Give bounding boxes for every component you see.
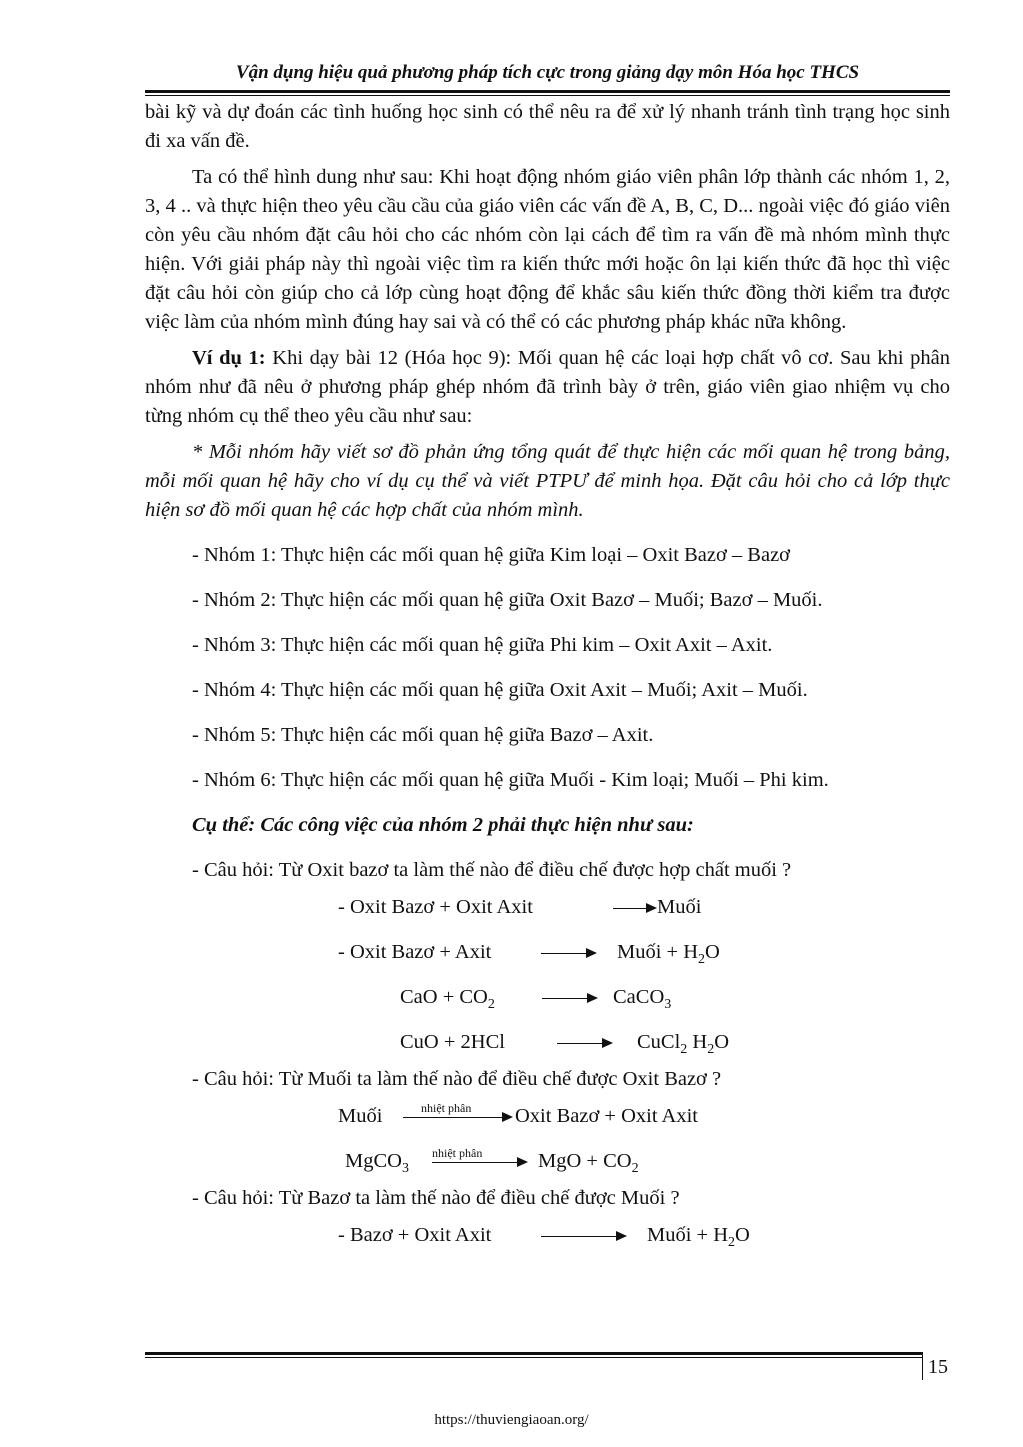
equation-left: CuO + 2HCl <box>400 1031 505 1053</box>
equation-left-text: CaO + CO <box>400 986 488 1008</box>
equation-right <box>538 1147 639 1176</box>
equation-right-tail: O <box>735 1224 750 1246</box>
equation-left: Muối <box>338 1105 383 1127</box>
example-text: Khi dạy bài 12 (Hóa học 9): Mối quan hệ các loại hợp chất vô cơ. Sau khi phân nhóm như đã nêu ở phương pháp ghép nhóm đã trình bày ở trên, giáo viên giao nhiệm vụ cho từng nhóm cụ thể theo yêu cầu như sau: <box>145 347 950 427</box>
equation-right-mid: H <box>687 1031 708 1053</box>
footer-url: https://thuviengiaoan.org/ <box>434 1412 589 1428</box>
page-number-divider <box>922 1352 923 1380</box>
subscript: 2 <box>698 952 706 968</box>
equation-right-text: MgO + CO <box>538 1150 632 1172</box>
equation-right <box>647 1221 750 1250</box>
group-item: - Nhóm 2: Thực hiện các mối quan hệ giữa Oxit Bazơ – Muối; Bazơ – Muối. <box>192 589 823 611</box>
footer-rule-thin <box>145 1357 923 1358</box>
subscript: 3 <box>664 997 672 1013</box>
equation-right-text: Muối + H <box>647 1224 729 1246</box>
equation-left: - Oxit Bazơ + Axit <box>338 941 492 963</box>
question-3: - Câu hỏi: Từ Bazơ ta làm thế nào để điều chế được Muối ? <box>192 1187 680 1209</box>
subscript: 2 <box>707 1042 715 1058</box>
paragraph-group-activity: Ta có thể hình dung như sau: Khi hoạt động nhóm giáo viên phân lớp thành các nhóm 1, 2, 3, 4 .. và thực hiện theo yêu cầu cầu của giáo viên các vấn đề A, B, C, D... ngoài việc đó giáo viên còn yêu cầu nhóm đặt câu hỏi cho các nhóm còn lại cách để tìm ra vấn đề mà nhóm mình thực hiện. Với giải pháp này thì ngoài việc tìm ra kiến thức mới hoặc ôn lại kiến thức đã học thì việc đặt câu hỏi còn giúp cho cả lớp cùng hoạt động để khắc sâu kiến thức đồng thời kiểm tra được việc làm của nhóm mình đúng hay sai và có thể có các phương pháp khác nữa không. <box>145 166 950 333</box>
page-content <box>145 98 950 1258</box>
subscript: 2 <box>728 1235 736 1251</box>
arrow-icon <box>557 1043 611 1044</box>
arrow-icon <box>541 953 595 954</box>
equation-row <box>145 1139 950 1184</box>
page-header: Vận dụng hiệu quả phương pháp tích cực trong giảng dạy môn Hóa học THCS <box>235 62 860 83</box>
group-item: - Nhóm 3: Thực hiện các mối quan hệ giữa Phi kim – Oxit Axit – Axit. <box>192 634 773 656</box>
equation-row <box>145 930 950 975</box>
subscript: 2 <box>487 997 495 1013</box>
equation-right <box>637 1028 729 1057</box>
equation-row <box>145 1094 950 1139</box>
arrow-icon <box>541 1236 625 1237</box>
equation-row <box>145 1213 950 1258</box>
equation-left <box>345 1147 409 1176</box>
reaction-condition: nhiệt phân <box>421 1101 472 1115</box>
paragraph-continuation: bài kỹ và dự đoán các tình huống học sinh có thể nêu ra để xử lý nhanh tránh tình trạng học sinh đi xa vấn đề. <box>145 101 950 152</box>
paragraph-example-1 <box>145 344 950 431</box>
equation-row <box>145 1020 950 1065</box>
equation-right: Oxit Bazơ + Oxit Axit <box>515 1105 698 1127</box>
arrow-icon <box>613 908 655 909</box>
arrow-icon <box>403 1117 511 1118</box>
page-number: 15 <box>928 1356 948 1378</box>
subscript: 3 <box>401 1161 409 1177</box>
footer-rule <box>145 1352 923 1355</box>
question-1: - Câu hỏi: Từ Oxit bazơ ta làm thế nào để điều chế được hợp chất muối ? <box>192 859 792 881</box>
equation-left: - Bazơ + Oxit Axit <box>338 1224 492 1246</box>
subscript: 2 <box>631 1161 639 1177</box>
equation-right: Muối <box>657 896 702 918</box>
arrow-icon <box>542 998 596 999</box>
equation-left-text: MgCO <box>345 1150 402 1172</box>
group-item: - Nhóm 1: Thực hiện các mối quan hệ giữa Kim loại – Oxit Bazơ – Bazơ <box>192 544 791 566</box>
equation-right <box>617 938 720 967</box>
arrow-icon <box>432 1162 526 1163</box>
equation-right-text: CuCl <box>637 1031 681 1053</box>
equation-right-text: CaCO <box>613 986 665 1008</box>
header-rule <box>145 90 950 93</box>
equation-right <box>613 983 671 1012</box>
subscript: 2 <box>680 1042 688 1058</box>
equation-row <box>145 885 950 930</box>
example-label: Ví dụ 1: <box>192 347 266 369</box>
group-item: - Nhóm 6: Thực hiện các mối quan hệ giữa Muối - Kim loại; Muối – Phi kim. <box>192 769 829 791</box>
equation-right-text: Muối + H <box>617 941 699 963</box>
specific-heading: Cụ thể: Các công việc của nhóm 2 phải thực hiện như sau: <box>192 814 694 836</box>
equation-left: - Oxit Bazơ + Oxit Axit <box>338 896 533 918</box>
equation-row <box>145 975 950 1020</box>
group-item: - Nhóm 5: Thực hiện các mối quan hệ giữa Bazơ – Axit. <box>192 724 654 746</box>
question-2: - Câu hỏi: Từ Muối ta làm thế nào để điều chế được Oxit Bazơ ? <box>192 1068 722 1090</box>
header-rule-thin <box>145 95 950 96</box>
group-item: - Nhóm 4: Thực hiện các mối quan hệ giữa Oxit Axit – Muối; Axit – Muối. <box>192 679 808 701</box>
equation-left <box>400 983 495 1012</box>
equation-right-tail: O <box>714 1031 730 1053</box>
paragraph-task: * Mỗi nhóm hãy viết sơ đồ phản ứng tổng quát để thực hiện các mối quan hệ trong bảng, mỗi mối quan hệ hãy cho ví dụ cụ thể và viết PTPƯ để minh họa. Đặt câu hỏi cho cả lớp thực hiện sơ đồ mối quan hệ các hợp chất của nhóm mình. <box>145 441 950 521</box>
equation-right-tail: O <box>705 941 720 963</box>
reaction-condition: nhiệt phân <box>432 1146 483 1160</box>
